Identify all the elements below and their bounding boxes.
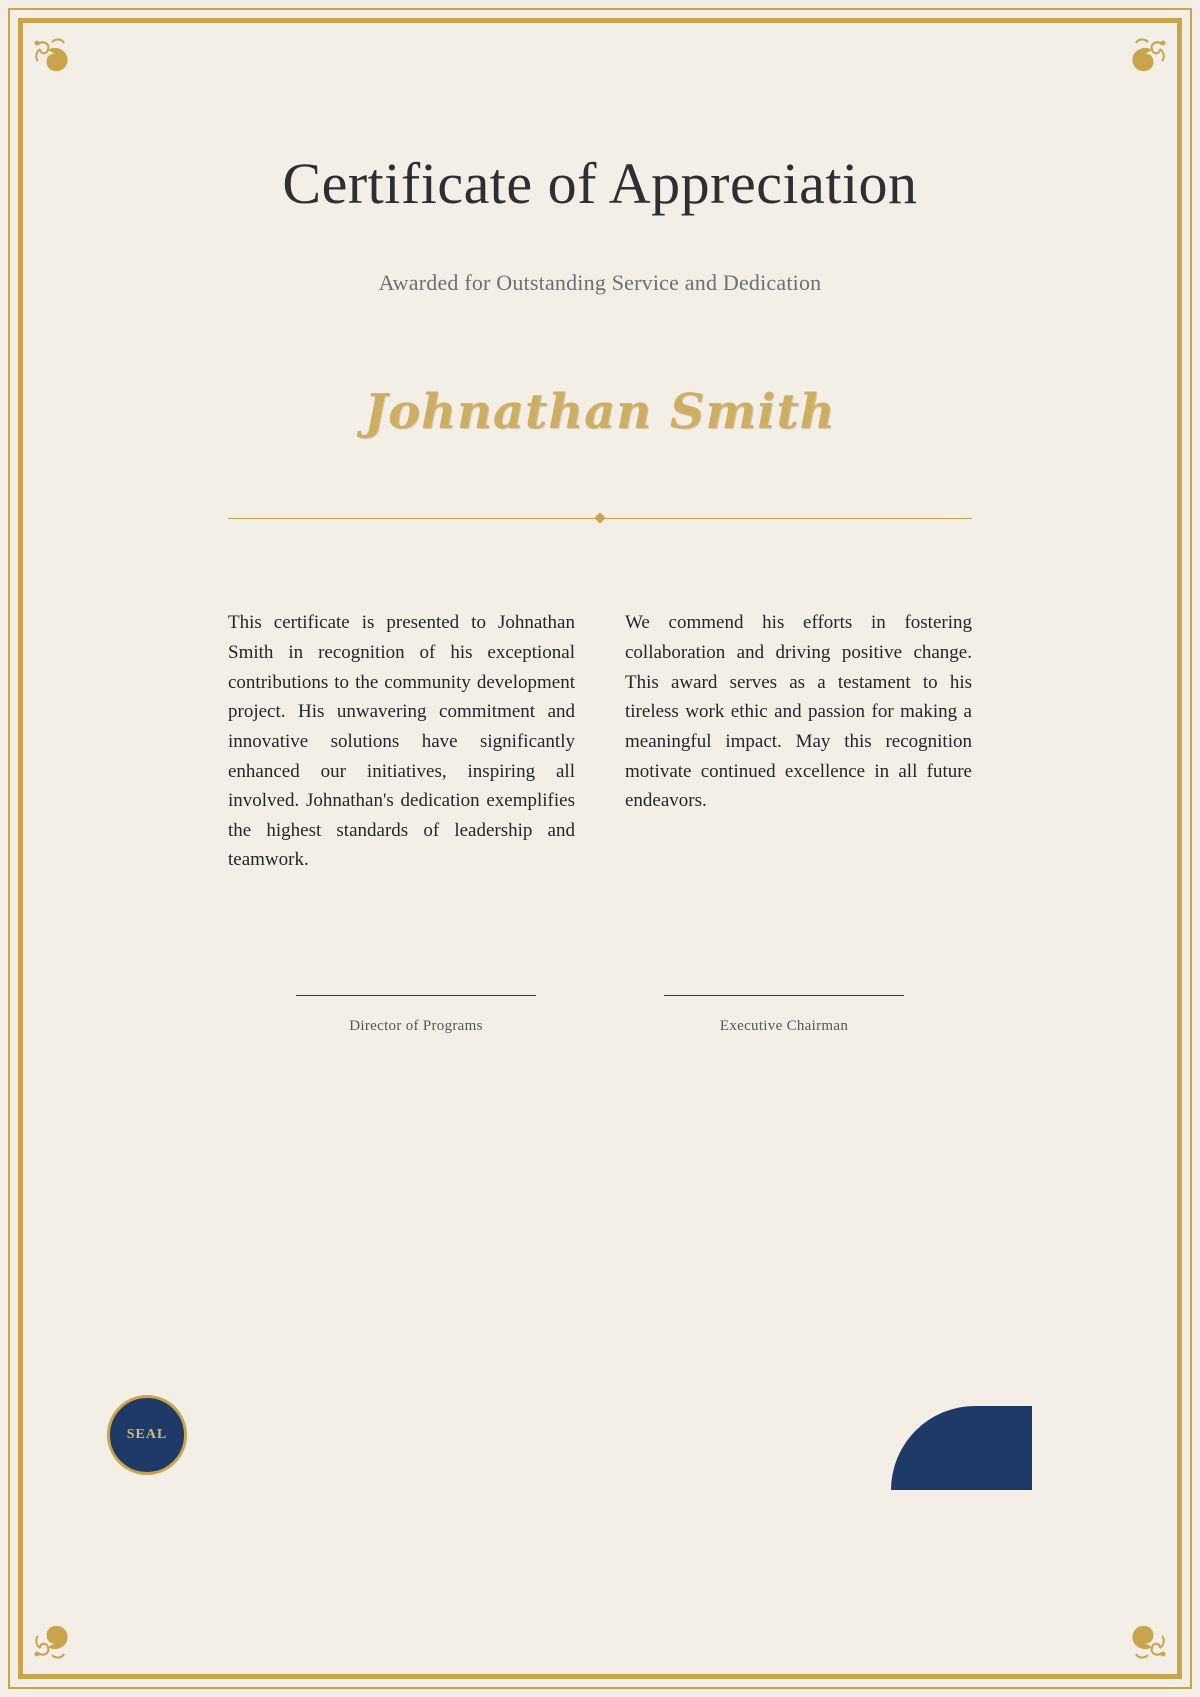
body-paragraph-left: This certificate is presented to Johnathan Smith in recognition of his exceptional contributions to the community development project. His unwavering commitment and innovative solutions have significantly enhanced our initiatives, inspiring all involved. Johnathan's dedication exemplifies the highest standards of leadership and teamwork. xyxy=(228,612,575,871)
body-columns xyxy=(228,608,973,875)
certificate-title: Certificate of Appreciation xyxy=(282,151,918,216)
floral-ornament-icon-bottom-right xyxy=(1118,1615,1172,1669)
body-paragraph-right: We commend his efforts in fostering collaboration and driving positive change. This award serves as a testament to his tireless work ethic and passion for making a meaningful impact. May this recognition motivate continued excellence in all future endeavors. xyxy=(625,612,972,812)
signature-label-director: Director of Programs xyxy=(349,1018,483,1035)
signature-block-chairman xyxy=(648,995,920,1035)
navy-corner-accent-shape xyxy=(891,1406,1032,1490)
certificate-subtitle: Awarded for Outstanding Service and Dedication xyxy=(378,270,822,296)
signature-line xyxy=(296,995,536,996)
signature-section xyxy=(200,995,1000,1035)
seal-label: SEAL xyxy=(126,1427,168,1442)
floral-ornament-icon-bottom-left xyxy=(28,1615,82,1669)
signature-line xyxy=(664,995,904,996)
signature-block-director xyxy=(280,995,552,1035)
seal-badge xyxy=(107,1395,187,1475)
signature-label-chairman: Executive Chairman xyxy=(719,1018,849,1035)
divider xyxy=(228,510,972,526)
recipient-name: Johnathan Smith xyxy=(364,384,836,441)
diamond-divider-icon xyxy=(594,513,605,524)
